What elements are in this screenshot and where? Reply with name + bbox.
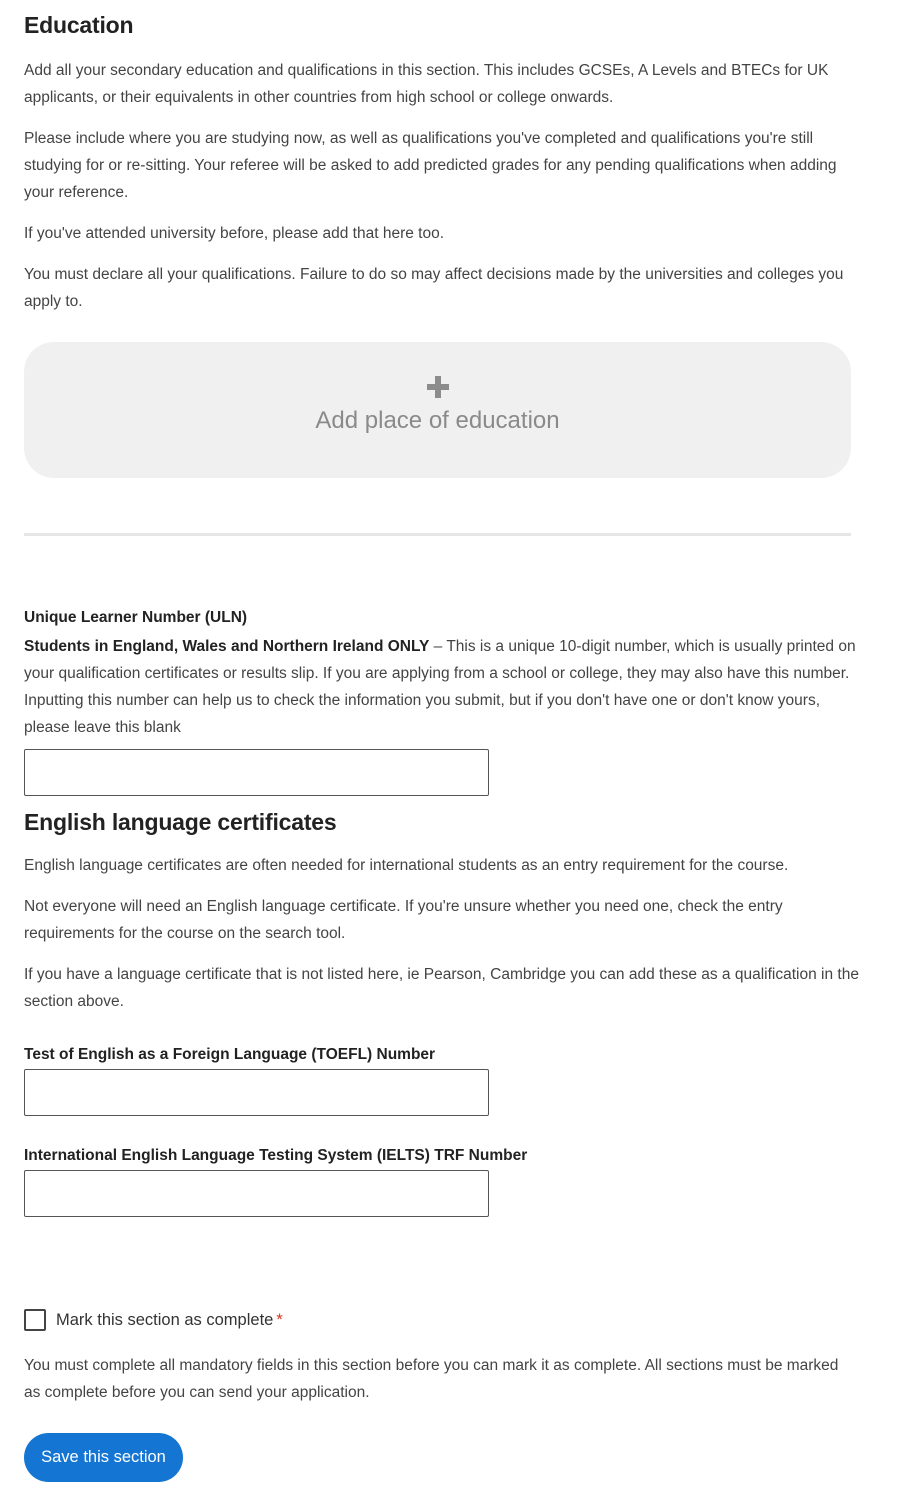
uln-help-dash: – <box>429 638 447 655</box>
completion-note: You must complete all mandatory fields in this section before you can mark it as complete. All sections must be marked as complete before you can send your application. <box>24 1357 839 1401</box>
add-place-of-education-button[interactable] <box>24 342 851 478</box>
uln-help-text <box>24 633 856 741</box>
mark-complete-label[interactable] <box>56 1311 283 1330</box>
english-certificates-heading: English language certificates <box>24 809 337 835</box>
plus-icon <box>427 376 449 398</box>
mark-complete-label-text: Mark this section as complete <box>56 1311 274 1329</box>
toefl-input[interactable] <box>24 1069 489 1116</box>
toefl-label: Test of English as a Foreign Language (TOEFL) Number <box>24 1046 436 1063</box>
save-section-button[interactable]: Save this section <box>24 1433 183 1482</box>
ielts-input[interactable] <box>24 1170 489 1217</box>
mark-complete-checkbox[interactable] <box>24 1309 46 1331</box>
section-divider <box>24 533 851 536</box>
english-other-certificate-paragraph: If you have a language certificate that is not listed here, ie Pearson, Cambridge you can add these as a qualification in the section above. <box>24 966 859 1010</box>
ielts-label: International English Language Testing System (IELTS) TRF Number <box>24 1147 528 1164</box>
education-heading: Education <box>24 12 134 38</box>
english-intro-paragraph: English language certificates are often needed for international students as an entry requirement for the course. <box>24 857 789 874</box>
education-intro-paragraph: Add all your secondary education and qualifications in this section. This includes GCSEs, A Levels and BTECs for UK applicants, or their equivalents in other countries from high school or college onwards. <box>24 62 829 106</box>
english-need-paragraph: Not everyone will need an English language certificate. If you're unsure whether you need one, check the entry requirements for the course on the search tool. <box>24 898 783 942</box>
education-university-paragraph: If you've attended university before, please add that here too. <box>24 225 445 242</box>
uln-label: Unique Learner Number (ULN) <box>24 609 248 626</box>
required-marker: * <box>276 1311 283 1329</box>
uln-help-body: This is a unique 10-digit number, which is usually printed on your qualification certificates or results slip. If you are applying from a school or college, they may also have this number. Inputting this number can help us to check the information you submit, but if you don't have one or don't know yours, please leave this blank <box>24 638 856 736</box>
uln-input[interactable] <box>24 749 489 796</box>
add-place-of-education-label: Add place of education <box>315 407 560 434</box>
education-include-paragraph: Please include where you are studying now, as well as qualifications you've completed and qualifications you're still studying for or re-sitting. Your referee will be asked to add predicted grades for any pending qualifications when adding your reference. <box>24 130 837 201</box>
education-declare-paragraph: You must declare all your qualifications. Failure to do so may affect decisions made by the universities and colleges you apply to. <box>24 266 844 310</box>
uln-help-bold: Students in England, Wales and Northern Ireland ONLY <box>24 638 430 655</box>
